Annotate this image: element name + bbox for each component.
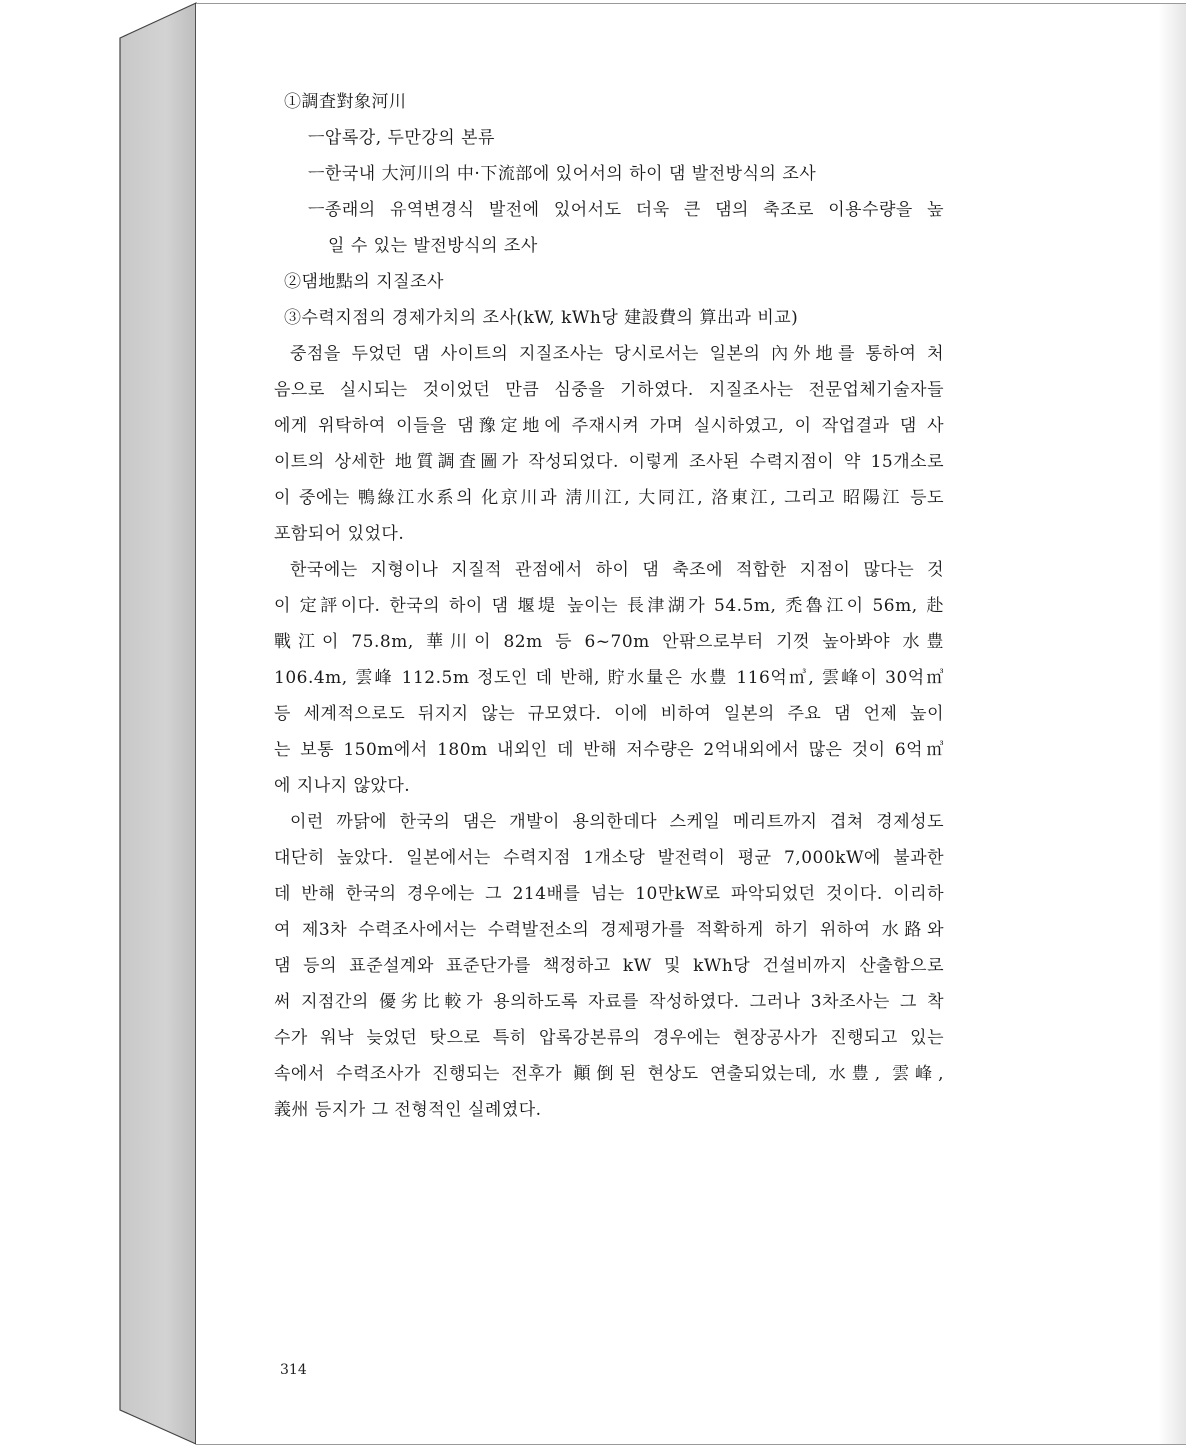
text-line: 이런 까닭에 한국의 댐은 개발이 용의한데다 스케일 메리트까지 겹쳐 경제성도 <box>290 812 944 832</box>
text-line: 이 중에는 鴨綠江水系의 化京川과 淸川江, 大同江, 洛東江, 그리고 昭陽江 등도 <box>274 488 944 508</box>
text-line: 戰江이 75.8m, 華川이 82m 등 6~70m 안팎으로부터 기껏 높아봐야 水豊 <box>274 632 944 652</box>
book-edge <box>0 0 210 1446</box>
text-line: ①調査對象河川 <box>284 92 407 112</box>
text-line: 는 보통 150m에서 180m 내외인 데 반해 저수량은 2억내외에서 많은 것이 6억㎥ <box>274 740 944 760</box>
text-line: 義州 등지가 그 전형적인 실례였다. <box>274 1100 542 1120</box>
text-line: ㅡ종래의 유역변경식 발전에 있어서도 더욱 큰 댐의 축조로 이용수량을 높 <box>308 200 944 220</box>
text-line: 에게 위탁하여 이들을 댐豫定地에 주재시켜 가며 실시하였고, 이 작업결과 댐 사 <box>274 416 944 436</box>
page-text <box>274 84 944 1128</box>
text-line: ②댐地點의 지질조사 <box>284 272 444 292</box>
text-line: 이 定評이다. 한국의 하이 댐 堰堤 높이는 長津湖가 54.5m, 禿魯江이 56m, 赴 <box>274 596 944 616</box>
text-line: 데 반해 한국의 경우에는 그 214배를 넘는 10만kW로 파악되었던 것이다. 이리하 <box>274 884 944 904</box>
text-line: 댐 등의 표준설계와 표준단가를 책정하고 kW 및 kWh당 건설비까지 산출함으로 <box>274 956 944 976</box>
text-line: 한국에는 지형이나 지질적 관점에서 하이 댐 축조에 적합한 지점이 많다는 것 <box>290 560 944 580</box>
text-line: 일 수 있는 발전방식의 조사 <box>328 236 538 256</box>
text-line: 중점을 두었던 댐 사이트의 지질조사는 당시로서는 일본의 內外地를 통하여 처 <box>290 344 944 364</box>
text-line: 등 세계적으로도 뒤지지 않는 규모였다. 이에 비하여 일본의 주요 댐 언제 높이 <box>274 704 944 724</box>
text-line: ㅡ압록강, 두만강의 본류 <box>308 128 495 148</box>
text-line: 수가 워낙 늦었던 탓으로 특히 압록강본류의 경우에는 현장공사가 진행되고 있는 <box>274 1028 944 1048</box>
page-number: 314 <box>280 1362 307 1378</box>
page-shadow <box>1158 4 1186 1444</box>
text-line: 여 제3차 수력조사에서는 수력발전소의 경제평가를 적확하게 하기 위하여 水路와 <box>274 920 944 940</box>
text-line: 이트의 상세한 地質調査圖가 작성되었다. 이렇게 조사된 수력지점이 약 15개소로 <box>274 452 944 472</box>
text-line: ③수력지점의 경제가치의 조사(kW, kWh당 建設費의 算出과 비교) <box>284 308 799 328</box>
text-line: ㅡ한국내 大河川의 中·下流部에 있어서의 하이 댐 발전방식의 조사 <box>308 164 817 184</box>
text-line: 속에서 수력조사가 진행되는 전후가 顚倒된 현상도 연출되었는데, 水豊, 雲峰, <box>274 1064 944 1084</box>
text-line: 에 지나지 않았다. <box>274 776 411 796</box>
text-line: 포함되어 있었다. <box>274 524 405 544</box>
text-line: 써 지점간의 優劣比較가 용의하도록 자료를 작성하였다. 그러나 3차조사는 그 착 <box>274 992 944 1012</box>
text-line: 음으로 실시되는 것이었던 만큼 심중을 기하였다. 지질조사는 전문업체기술자들 <box>274 380 944 400</box>
text-line: 대단히 높았다. 일본에서는 수력지점 1개소당 발전력이 평균 7,000kW에 불과한 <box>274 848 944 868</box>
text-line: 106.4m, 雲峰 112.5m 정도인 데 반해, 貯水量은 水豊 116억㎥, 雲峰이 30억㎥ <box>274 668 944 688</box>
